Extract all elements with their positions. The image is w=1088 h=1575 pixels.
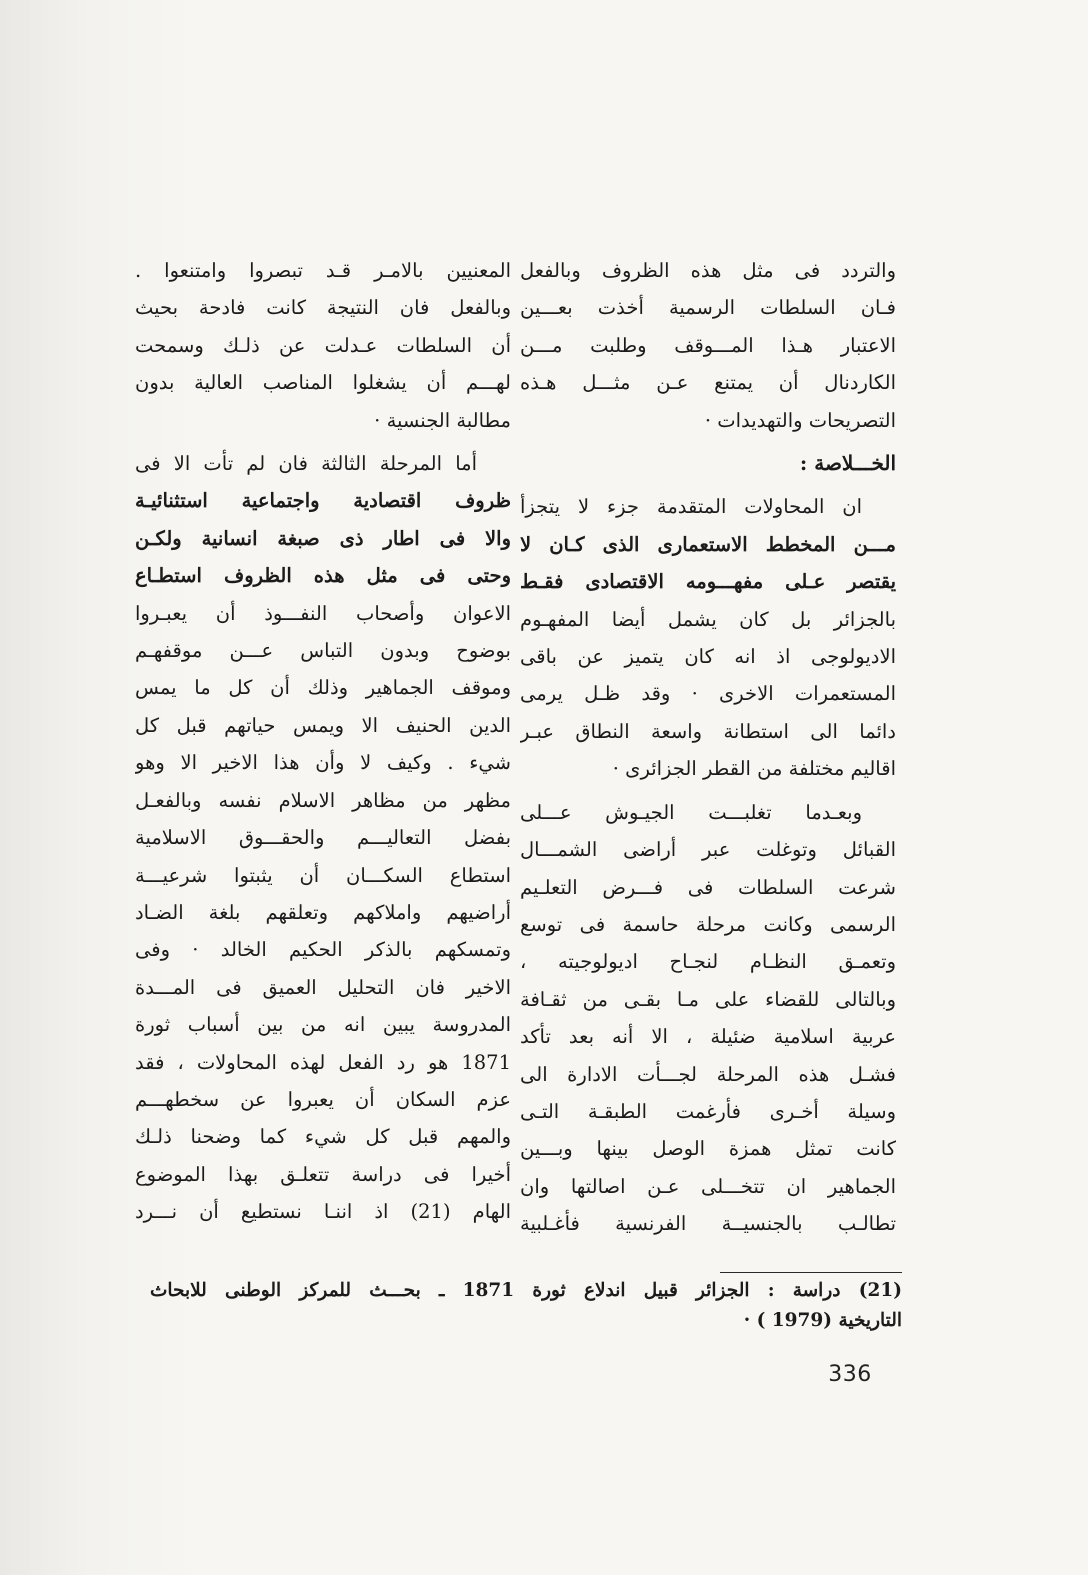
footnote-line: (21) دراسة : الجزائر قبيل اندلاع ثورة 1871 ـ بحـــث للمركز الوطنى للابحاث	[150, 1280, 902, 1301]
right-paragraph-2	[520, 488, 896, 787]
text-line: والمهم قبل كل شيء كما وضحنا ذلـك	[135, 1125, 511, 1149]
text-line: القبائل وتوغلت عبر أراضى الشمـــال	[520, 838, 896, 862]
text-line: وتعمـق النظـام لنجـاح اديولوجيته ،	[520, 950, 896, 974]
text-line: اقاليم مختلفة من القطر الجزائرى ·	[612, 757, 896, 781]
text-line: الرسمى وكانت مرحلة حاسمة فى توسع	[520, 912, 896, 936]
section-heading: الخـــلاصة :	[799, 451, 896, 476]
right-column	[520, 252, 896, 1243]
text-line: الاديولوجى اذ انه كان يتميز عن باقى	[520, 645, 896, 669]
text-line: والا فى اطار ذى صبغة انسانية ولكـن	[135, 526, 511, 550]
text-line: التصريحات والتهديدات ·	[704, 408, 896, 432]
left-paragraph-1	[135, 252, 511, 439]
text-line: والتردد فى مثل هذه الظروف وبالفعل	[520, 259, 896, 282]
text-line: المعنيين بالامـر قـد تبصروا وامتنعوا .	[135, 259, 511, 282]
text-line: مـــن المخطط الاستعمارى الذى كـان لا	[520, 532, 896, 556]
left-paragraph-2	[135, 445, 511, 1231]
right-paragraph-1	[520, 252, 896, 439]
text-line: المستعمرات الاخرى · وقد ظـل يرمى	[520, 682, 896, 706]
text-line: وسيلة أخـرى فأرغمت الطبقـة التـى	[520, 1099, 896, 1123]
text-line: بفضل التعاليـــم والحقـــوق الاسلامية	[135, 826, 511, 850]
text-line: وبالتالى للقضاء على مـا بقـى من ثقـافة	[520, 987, 896, 1011]
text-line: مظهر من مظاهر الاسلام نفسه وبالفعـل	[135, 788, 511, 812]
text-line: بالجزائر بل كان يشمل أيضا المفهـوم	[520, 607, 896, 631]
page-number: 336	[828, 1362, 872, 1387]
text-line: المدروسة يبين انه من بين أسباب ثورة	[135, 1013, 511, 1037]
footnote-divider	[720, 1272, 902, 1273]
text-line: لهـــم أن يشغلوا المناصب العالية بدون	[135, 371, 511, 395]
text-line: وحتى فى مثل هذه الظروف استطـاع	[135, 564, 511, 588]
text-line: الاعتبار هـذا المـــوقف وطلبت مـــن	[520, 333, 896, 357]
text-line: مطالبة الجنسية ·	[374, 408, 511, 432]
right-paragraph-3	[520, 794, 896, 1243]
text-line: وتمسكهم بالذكر الحكيم الخالد · وفى	[135, 938, 511, 962]
text-line: الدين الحنيف الا ويمس حياتهم قبل كل	[135, 713, 511, 737]
text-line: استطاع السكـــان أن يثبتوا شرعيـــة	[135, 863, 511, 887]
left-column	[135, 252, 511, 1231]
text-line: أما المرحلة الثالثة فان لم تأت الا فى	[135, 452, 477, 476]
text-line: أخيرا فى دراسة تتعلـق بهذا الموضوع	[135, 1162, 511, 1186]
text-line: 1871 هو رد الفعل لهذه المحاولات ، فقد	[135, 1050, 511, 1074]
text-line: فشـل هذه المرحلة لجـــأت الادارة الى	[520, 1062, 896, 1086]
text-line: الجماهير ان تتخـــلى عـن اصالتها وان	[520, 1174, 896, 1198]
text-line: شرعت السلطات فى فـــرض التعلـيم	[520, 875, 896, 899]
text-line: وبالفعل فان النتيجة كانت فادحة بحيث	[135, 296, 511, 320]
text-line: بوضوح وبدون التباس عـــن موقفهـم	[135, 639, 511, 663]
text-line: ان المحاولات المتقدمة جزء لا يتجزأ	[520, 495, 862, 519]
text-line: ظروف اقتصادية واجتماعية استثنائيـة	[135, 489, 511, 513]
text-line: الاعوان وأصحاب النفـــوذ أن يعبـروا	[135, 601, 511, 625]
text-line: يقتصر عـلى مفهـــومه الاقتصادى فقـط	[520, 570, 896, 594]
text-line: الاخير فان التحليل العميق فى المـــدة	[135, 975, 511, 999]
text-line: وموقف الجماهير وذلك أن كل ما يمس	[135, 676, 511, 700]
text-line: عربية اسلامية ضئيلة ، الا أنه بعد تأكد	[520, 1025, 896, 1049]
footnote	[150, 1276, 902, 1336]
text-line: عزم السكان أن يعبروا عن سخطهـــم	[135, 1087, 511, 1111]
text-line: دائما الى استطانة واسعة النطاق عبـر	[520, 719, 896, 743]
text-line: تطالـب بالجنسيــة الفرنسية فأغـلبية	[520, 1212, 896, 1236]
text-line: أن السلطات عـدلت عن ذلـك وسمحت	[135, 333, 511, 357]
footnote-line: التاريخية (1979 ) ·	[743, 1310, 902, 1331]
text-line: فـان السلطات الرسمية أخذت بعـــين	[520, 296, 896, 320]
text-line: الكاردنال أن يمتنع عـن مثـــل هـذه	[520, 371, 896, 395]
text-line: كانت تمثل همزة الوصل بينها وبـــين	[520, 1137, 896, 1161]
text-line: وبعـدما تغلبـــت الجيـوش عـــلى	[520, 800, 862, 824]
text-line: شيء . وكيف لا وأن هذا الاخير الا وهو	[135, 751, 511, 775]
text-line: أراضيهم واملاكهم وتعلقهم بلغة الضـاد	[135, 900, 511, 924]
text-line: الهام (21) اذ اننـا نستطيع أن نـــرد	[135, 1200, 511, 1224]
